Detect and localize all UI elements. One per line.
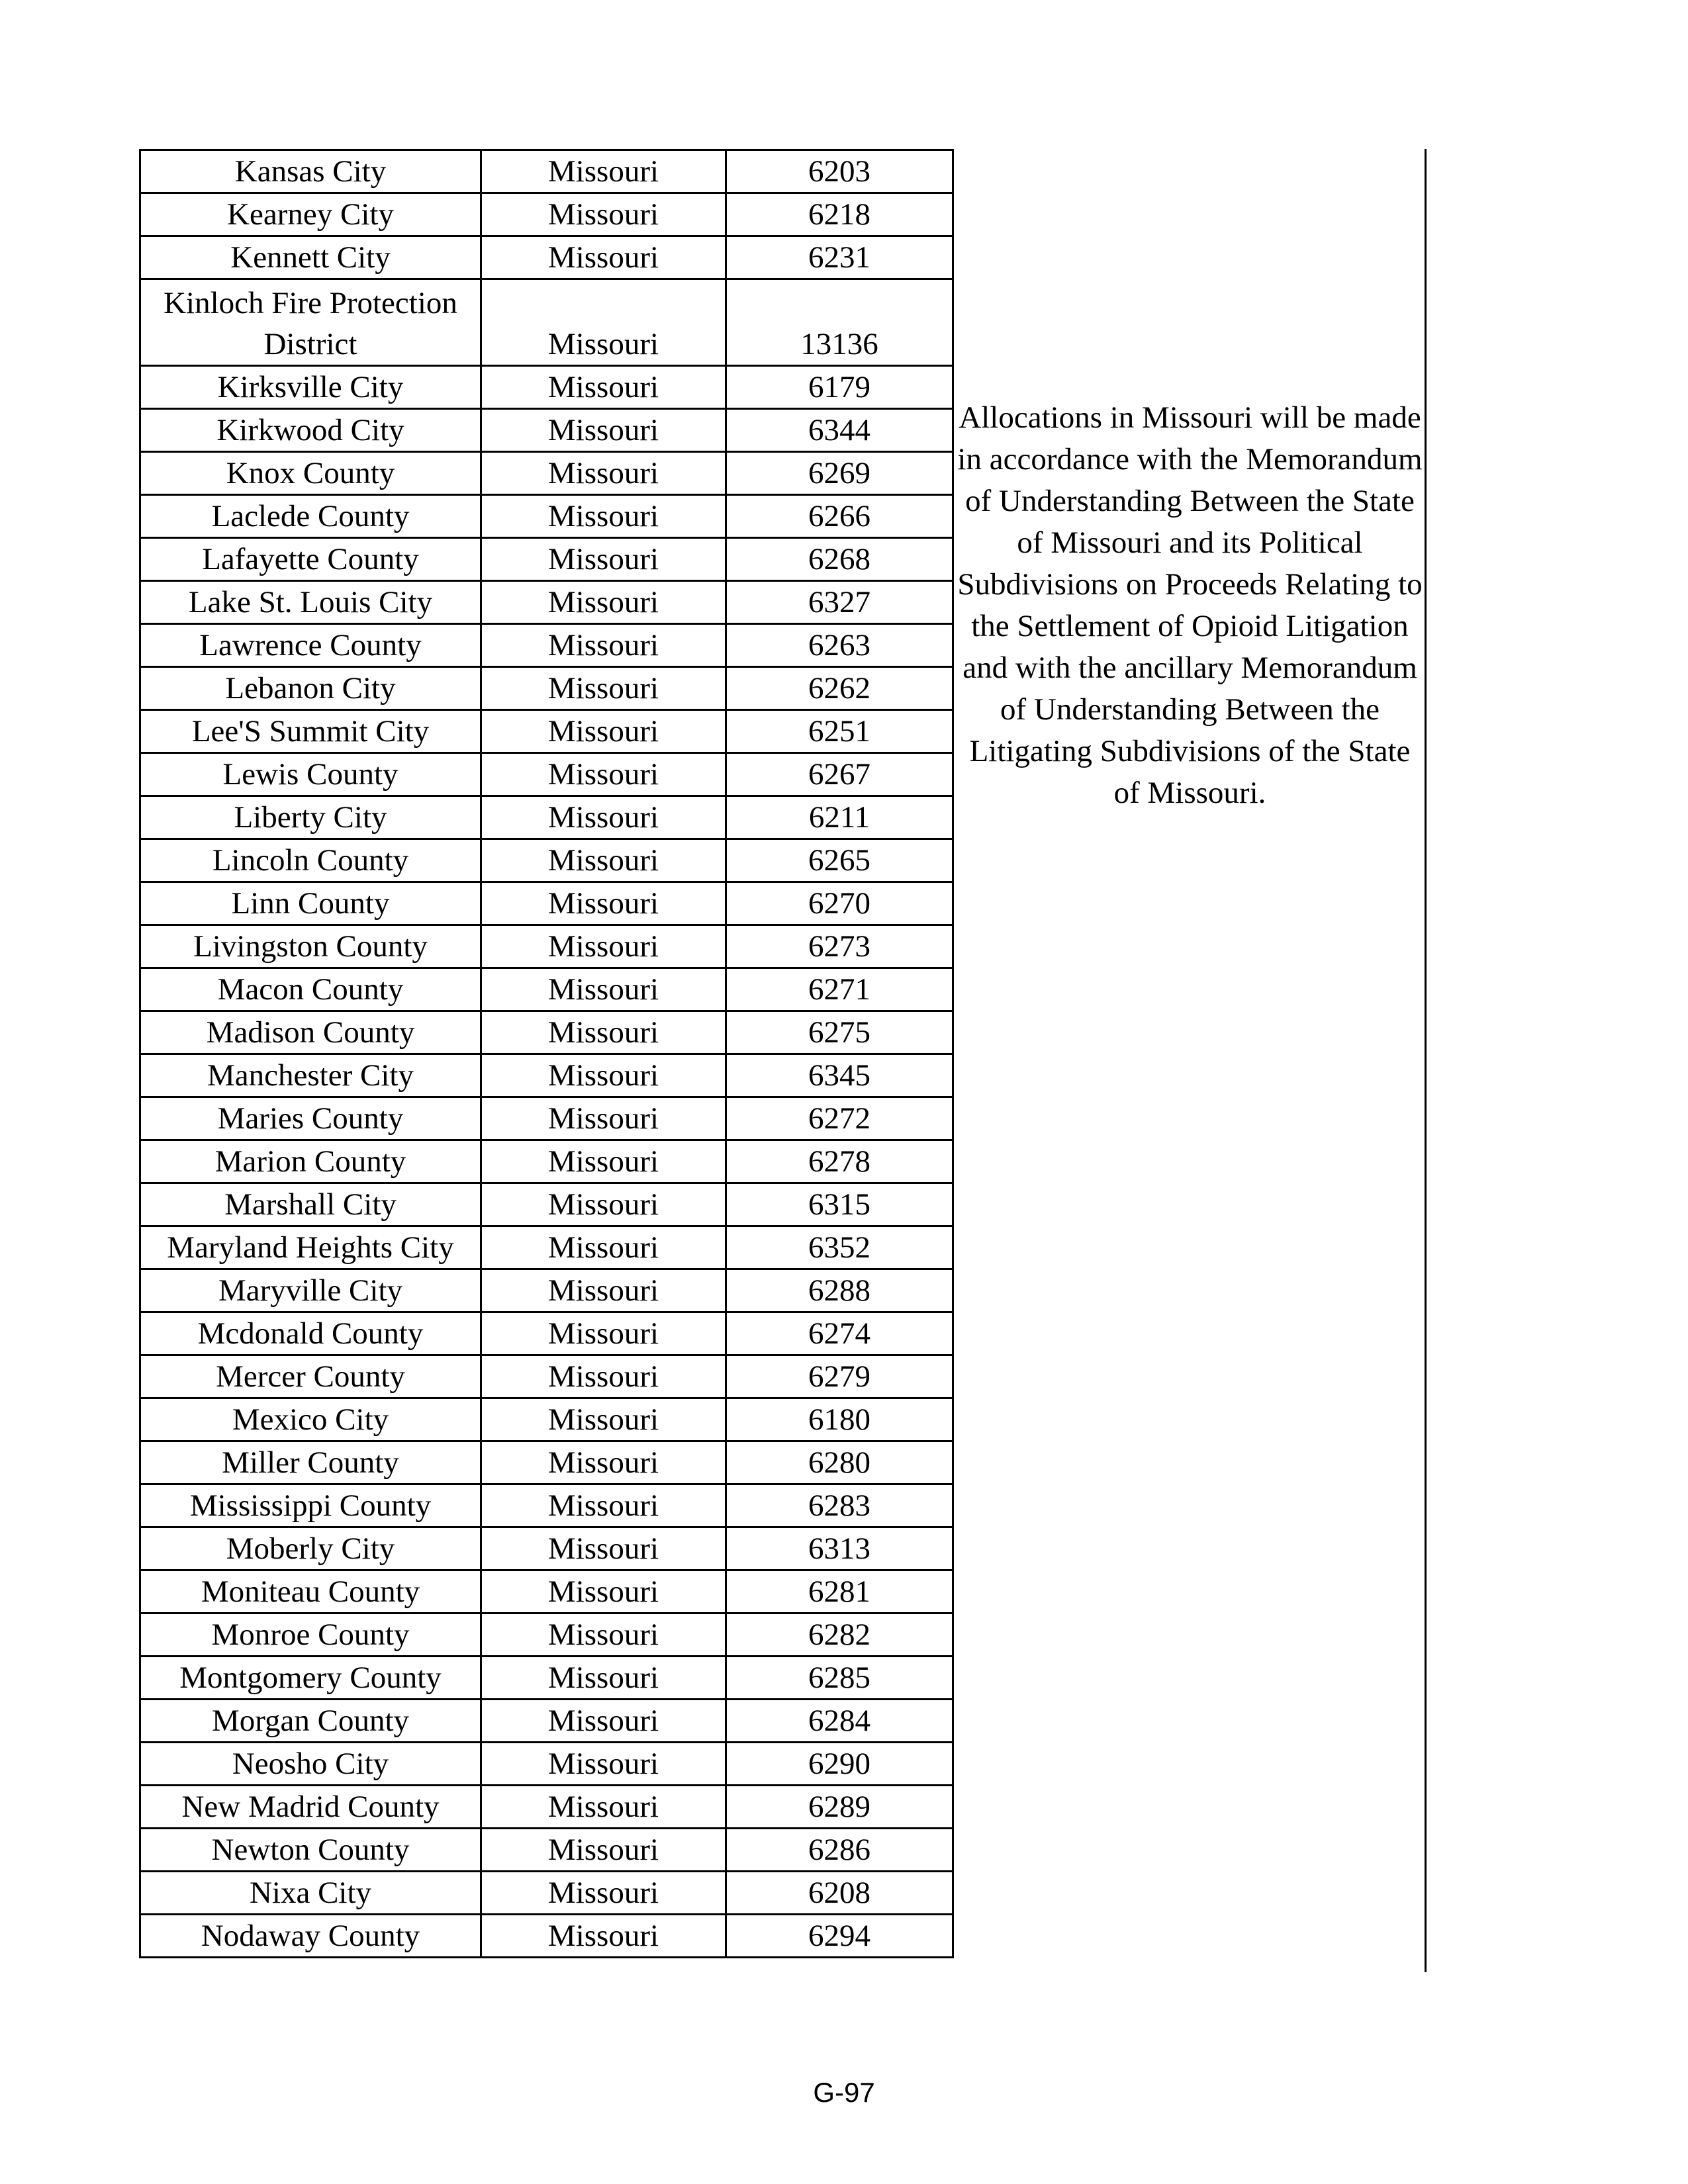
subdivision-id-cell: 6272: [726, 1097, 953, 1140]
subdivision-name-cell: Lawrence County: [140, 624, 481, 667]
table-row: [140, 1743, 953, 1786]
state-cell: Missouri: [481, 1355, 726, 1398]
table-row: [140, 624, 953, 667]
subdivision-name-cell: Kirksville City: [140, 366, 481, 409]
subdivision-name-cell: Newton County: [140, 1829, 481, 1872]
subdivision-id-cell: 6284: [726, 1700, 953, 1743]
subdivision-id-cell: 6281: [726, 1570, 953, 1614]
subdivision-name-cell: Mexico City: [140, 1398, 481, 1441]
state-cell: Missouri: [481, 1140, 726, 1183]
state-cell: Missouri: [481, 839, 726, 882]
state-cell: Missouri: [481, 150, 726, 193]
subdivision-name-cell: Lake St. Louis City: [140, 581, 481, 624]
state-cell: Missouri: [481, 1312, 726, 1355]
subdivision-name-cell: Macon County: [140, 968, 481, 1011]
state-cell: Missouri: [481, 1743, 726, 1786]
subdivision-name-cell: Lewis County: [140, 753, 481, 796]
subdivision-name-cell: Neosho City: [140, 1743, 481, 1786]
state-cell: Missouri: [481, 1269, 726, 1312]
subdivision-name-cell: Lebanon City: [140, 667, 481, 710]
subdivision-name-cell: Knox County: [140, 452, 481, 495]
state-cell: Missouri: [481, 1527, 726, 1570]
table-row: [140, 796, 953, 839]
table-row: [140, 581, 953, 624]
table-row: [140, 1011, 953, 1054]
page-number: G-97: [813, 2077, 875, 2108]
state-cell: Missouri: [481, 495, 726, 538]
state-cell: Missouri: [481, 1657, 726, 1700]
table-row: [140, 1269, 953, 1312]
table-row: [140, 1097, 953, 1140]
table-row: [140, 1312, 953, 1355]
allocation-table: [139, 149, 954, 1958]
subdivision-id-cell: 6273: [726, 925, 953, 968]
subdivision-name-cell: Mercer County: [140, 1355, 481, 1398]
subdivision-name-cell: Kennett City: [140, 236, 481, 279]
subdivision-name-cell: New Madrid County: [140, 1786, 481, 1829]
subdivision-name-cell: Nixa City: [140, 1872, 481, 1915]
subdivision-name-cell: Mcdonald County: [140, 1312, 481, 1355]
allocation-note: Allocations in Missouri will be made in accordance with the Memorandum of Understanding Between the State of Missouri and its Political Subdivisions on Proceeds Relating to the Settlement of Opioid Litigation and with the ancillary Memorandum of Understanding Between the Litigating Subdivisions of the State of Missouri.: [957, 400, 1423, 810]
subdivision-id-cell: 6251: [726, 710, 953, 753]
subdivision-id-cell: 6203: [726, 150, 953, 193]
state-cell: Missouri: [481, 581, 726, 624]
table-row: [140, 1786, 953, 1829]
state-cell: Missouri: [481, 1183, 726, 1226]
table-row: [140, 882, 953, 925]
table-row: [140, 925, 953, 968]
table-row: [140, 1140, 953, 1183]
subdivision-id-cell: 6268: [726, 538, 953, 581]
subdivision-name-cell: Lincoln County: [140, 839, 481, 882]
subdivision-id-cell: 6271: [726, 968, 953, 1011]
table-row: [140, 1183, 953, 1226]
subdivision-id-cell: 6294: [726, 1915, 953, 1958]
table-row: [140, 1872, 953, 1915]
state-cell: Missouri: [481, 1915, 726, 1958]
state-cell: Missouri: [481, 193, 726, 236]
state-cell: Missouri: [481, 753, 726, 796]
subdivision-id-cell: 6285: [726, 1657, 953, 1700]
state-cell: Missouri: [481, 1614, 726, 1657]
subdivision-name-cell: Lee'S Summit City: [140, 710, 481, 753]
table-row: [140, 1226, 953, 1269]
table-row: [140, 1657, 953, 1700]
subdivision-name-cell: Miller County: [140, 1441, 481, 1484]
subdivision-id-cell: 6269: [726, 452, 953, 495]
subdivision-name-cell: Kinloch Fire Protection District: [140, 279, 481, 366]
table-row: [140, 710, 953, 753]
subdivision-name-cell: Montgomery County: [140, 1657, 481, 1700]
subdivision-id-cell: 6288: [726, 1269, 953, 1312]
state-cell: Missouri: [481, 1097, 726, 1140]
table-row: [140, 409, 953, 452]
state-cell: Missouri: [481, 1011, 726, 1054]
subdivision-id-cell: 6267: [726, 753, 953, 796]
subdivision-name-cell: Lafayette County: [140, 538, 481, 581]
subdivision-id-cell: 6275: [726, 1011, 953, 1054]
subdivision-id-cell: 6315: [726, 1183, 953, 1226]
state-cell: Missouri: [481, 710, 726, 753]
table-row: [140, 753, 953, 796]
subdivision-id-cell: 6262: [726, 667, 953, 710]
subdivision-name-cell: Mississippi County: [140, 1484, 481, 1527]
subdivision-id-cell: 6290: [726, 1743, 953, 1786]
subdivision-name-cell: Manchester City: [140, 1054, 481, 1097]
state-cell: Missouri: [481, 1829, 726, 1872]
state-cell: Missouri: [481, 1226, 726, 1269]
state-cell: Missouri: [481, 968, 726, 1011]
subdivision-name-cell: Linn County: [140, 882, 481, 925]
table-row: [140, 667, 953, 710]
subdivision-id-cell: 13136: [726, 279, 953, 366]
state-cell: Missouri: [481, 452, 726, 495]
subdivision-name-cell: Morgan County: [140, 1700, 481, 1743]
allocation-table-wrap: [139, 149, 954, 1958]
table-row: [140, 1700, 953, 1743]
table-row: [140, 193, 953, 236]
allocation-table-body: [140, 150, 953, 1958]
state-cell: Missouri: [481, 279, 726, 366]
state-cell: Missouri: [481, 1054, 726, 1097]
subdivision-id-cell: 6218: [726, 193, 953, 236]
subdivision-name-cell: Laclede County: [140, 495, 481, 538]
subdivision-id-cell: 6266: [726, 495, 953, 538]
table-row: [140, 1054, 953, 1097]
state-cell: Missouri: [481, 667, 726, 710]
table-row: [140, 1614, 953, 1657]
subdivision-id-cell: 6278: [726, 1140, 953, 1183]
subdivision-name-cell: Livingston County: [140, 925, 481, 968]
subdivision-id-cell: 6180: [726, 1398, 953, 1441]
state-cell: Missouri: [481, 624, 726, 667]
subdivision-id-cell: 6265: [726, 839, 953, 882]
table-row: [140, 236, 953, 279]
subdivision-name-cell: Maryville City: [140, 1269, 481, 1312]
subdivision-id-cell: 6352: [726, 1226, 953, 1269]
subdivision-name-cell: Liberty City: [140, 796, 481, 839]
subdivision-name-cell: Maries County: [140, 1097, 481, 1140]
subdivision-id-cell: 6270: [726, 882, 953, 925]
subdivision-name-cell: Maryland Heights City: [140, 1226, 481, 1269]
subdivision-id-cell: 6289: [726, 1786, 953, 1829]
state-cell: Missouri: [481, 538, 726, 581]
state-cell: Missouri: [481, 1484, 726, 1527]
subdivision-name-cell: Marshall City: [140, 1183, 481, 1226]
table-row: [140, 1398, 953, 1441]
subdivision-id-cell: 6274: [726, 1312, 953, 1355]
state-cell: Missouri: [481, 1570, 726, 1614]
table-row: [140, 452, 953, 495]
subdivision-id-cell: 6208: [726, 1872, 953, 1915]
right-border-rule: [1425, 149, 1427, 1972]
subdivision-id-cell: 6345: [726, 1054, 953, 1097]
state-cell: Missouri: [481, 882, 726, 925]
subdivision-id-cell: 6286: [726, 1829, 953, 1872]
state-cell: Missouri: [481, 1441, 726, 1484]
subdivision-id-cell: 6179: [726, 366, 953, 409]
subdivision-name-cell: Kearney City: [140, 193, 481, 236]
subdivision-name-cell: Kirkwood City: [140, 409, 481, 452]
subdivision-id-cell: 6283: [726, 1484, 953, 1527]
state-cell: Missouri: [481, 796, 726, 839]
table-row: [140, 968, 953, 1011]
table-row: [140, 1915, 953, 1958]
table-row: [140, 150, 953, 193]
state-cell: Missouri: [481, 1398, 726, 1441]
subdivision-name-cell: Moberly City: [140, 1527, 481, 1570]
subdivision-id-cell: 6280: [726, 1441, 953, 1484]
table-row: [140, 279, 953, 366]
table-row: [140, 1527, 953, 1570]
state-cell: Missouri: [481, 1786, 726, 1829]
subdivision-id-cell: 6313: [726, 1527, 953, 1570]
subdivision-name-cell: Madison County: [140, 1011, 481, 1054]
subdivision-id-cell: 6279: [726, 1355, 953, 1398]
subdivision-name-cell: Marion County: [140, 1140, 481, 1183]
table-row: [140, 1355, 953, 1398]
table-row: [140, 1441, 953, 1484]
subdivision-id-cell: 6263: [726, 624, 953, 667]
subdivision-name-cell: Monroe County: [140, 1614, 481, 1657]
subdivision-id-cell: 6344: [726, 409, 953, 452]
state-cell: Missouri: [481, 409, 726, 452]
subdivision-name-cell: Moniteau County: [140, 1570, 481, 1614]
table-row: [140, 495, 953, 538]
state-cell: Missouri: [481, 925, 726, 968]
subdivision-id-cell: 6282: [726, 1614, 953, 1657]
table-row: [140, 1484, 953, 1527]
subdivision-id-cell: 6327: [726, 581, 953, 624]
state-cell: Missouri: [481, 1700, 726, 1743]
subdivision-name-cell: Nodaway County: [140, 1915, 481, 1958]
table-row: [140, 538, 953, 581]
table-row: [140, 1829, 953, 1872]
subdivision-name-cell: Kansas City: [140, 150, 481, 193]
state-cell: Missouri: [481, 366, 726, 409]
state-cell: Missouri: [481, 1872, 726, 1915]
subdivision-id-cell: 6231: [726, 236, 953, 279]
table-row: [140, 1570, 953, 1614]
subdivision-id-cell: 6211: [726, 796, 953, 839]
table-row: [140, 366, 953, 409]
state-cell: Missouri: [481, 236, 726, 279]
table-row: [140, 839, 953, 882]
